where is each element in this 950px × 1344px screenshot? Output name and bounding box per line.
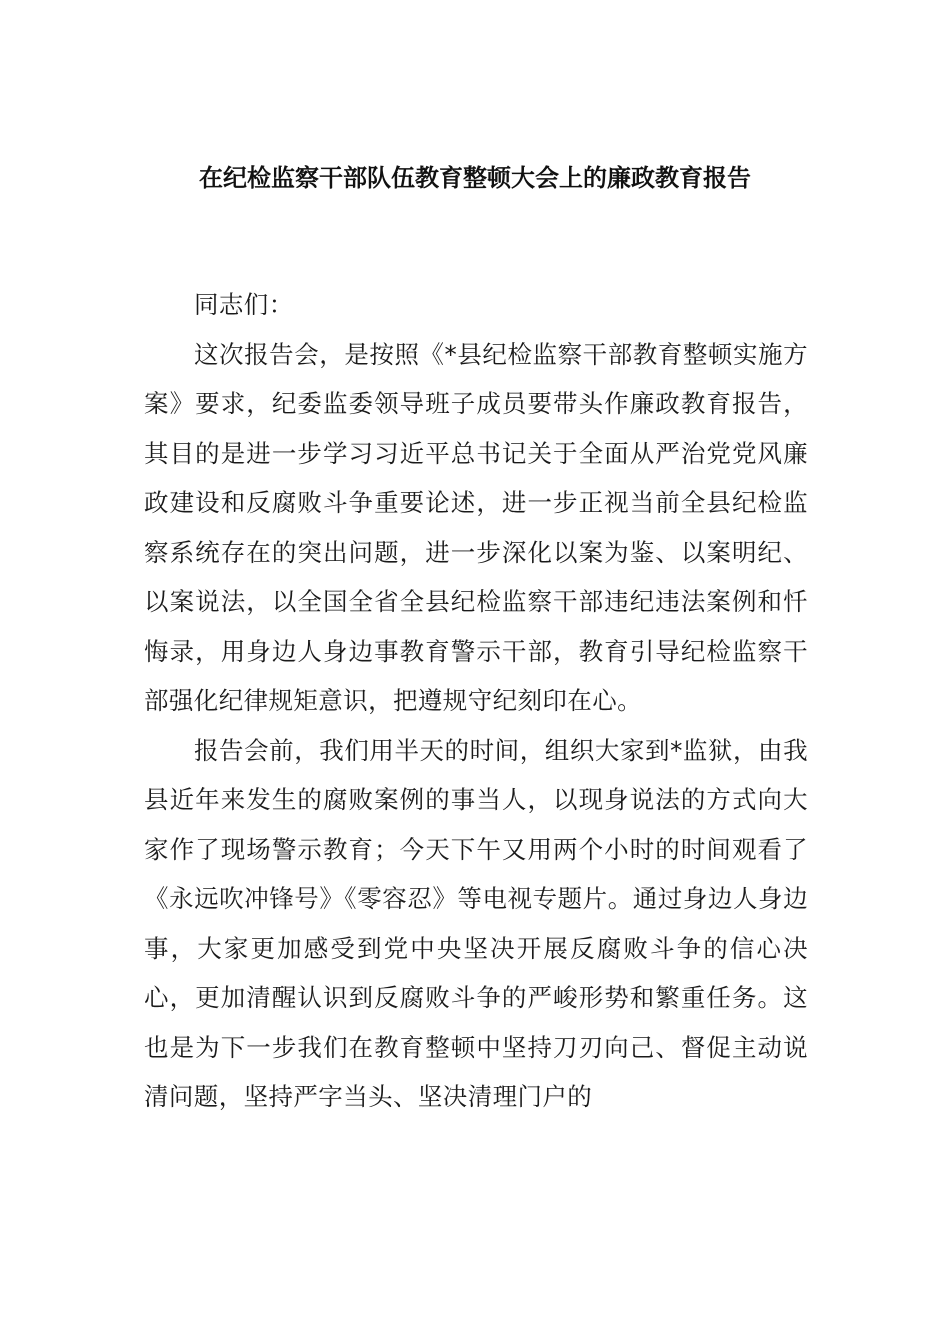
paragraph-1: 这次报告会，是按照《*县纪检监察干部教育整顿实施方案》要求，纪委监委领导班子成员要带头作廉政教育报告，其目的是进一步学习习近平总书记关于全面从严治党党风廉政建设和反腐败斗争重要论述，进一步正视当前全县纪检监察系统存在的突出问题，进一步深化以案为鉴、以案明纪、以案说法，以全国全省全县纪检监察干部违纪违法案例和忏悔录，用身边人身边事教育警示干部，教育引导纪检监察干部强化纪律规矩意识，把遵规守纪刻印在心。 xyxy=(144,339,808,715)
document-body xyxy=(144,280,808,1122)
paragraph-2: 报告会前，我们用半天的时间，组织大家到*监狱，由我县近年来发生的腐败案例的事当人，以现身说法的方式向大家作了现场警示教育；今天下午又用两个小时的时间观看了《永远吹冲锋号》《零容忍》等电视专题片。通过身边人身边事，大家更加感受到党中央坚决开展反腐败斗争的信心决心，更加清醒认识到反腐败斗争的严峻形势和繁重任务。这也是为下一步我们在教育整顿中坚持刀刃向己、督促主动说清问题，坚持严字当头、坚决清理门户的 xyxy=(144,735,808,1111)
document-title: 在纪检监察干部队伍教育整顿大会上的廉政教育报告 xyxy=(199,164,751,192)
greeting: 同志们： xyxy=(194,290,294,319)
